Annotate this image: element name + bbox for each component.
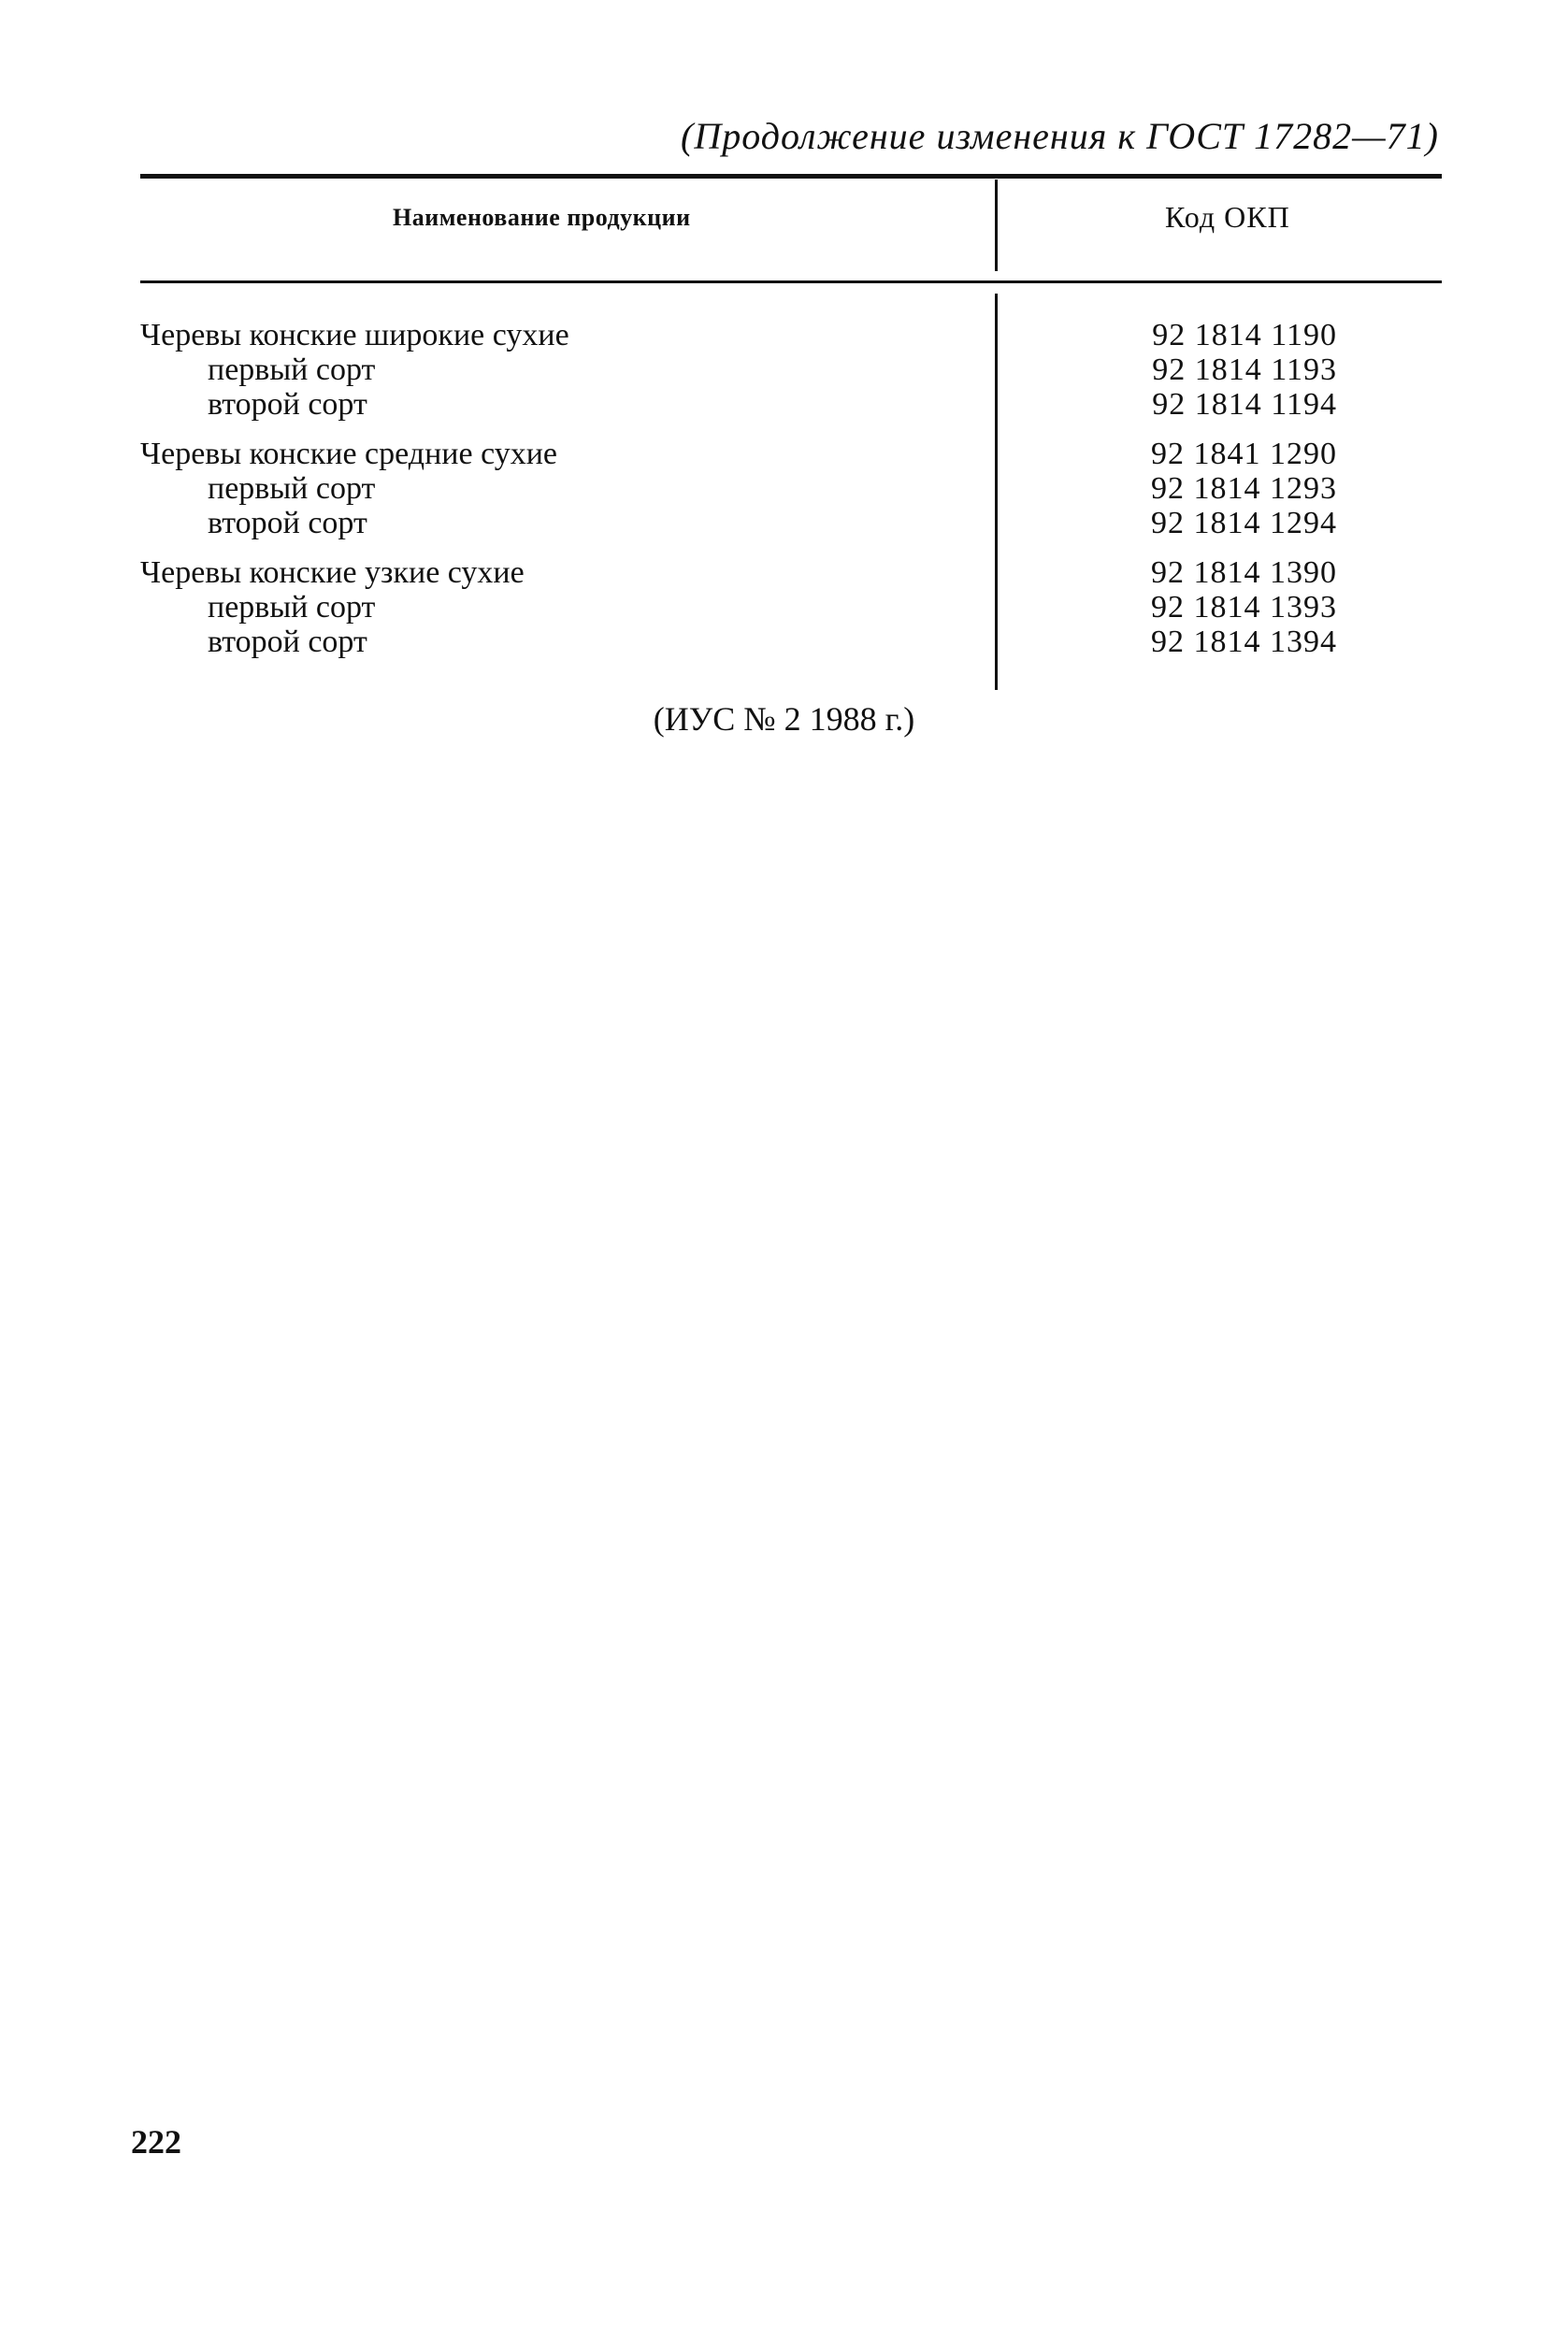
product-grade: второй сорт — [208, 625, 367, 659]
product-grade: второй сорт — [208, 387, 367, 422]
amendment-reference: (ИУС № 2 1988 г.) — [653, 700, 915, 738]
okp-code: 92 1814 1393 — [1151, 590, 1337, 625]
product-group — [140, 437, 1442, 540]
table-row — [140, 471, 1442, 506]
table-row — [140, 590, 1442, 625]
table-row — [140, 506, 1442, 540]
okp-code: 92 1814 1294 — [1151, 506, 1337, 540]
product-code-table — [140, 174, 1442, 690]
okp-code: 92 1814 1193 — [1152, 352, 1337, 387]
product-grade: первый сорт — [208, 590, 376, 625]
table-body — [140, 318, 1442, 674]
table-row — [140, 437, 1442, 471]
product-name: Черевы конские широкие сухие — [140, 318, 569, 352]
product-group — [140, 555, 1442, 659]
okp-code: 92 1814 1194 — [1152, 387, 1337, 422]
product-group — [140, 318, 1442, 422]
table-header-rule — [140, 280, 1442, 283]
product-grade: первый сорт — [208, 471, 376, 506]
okp-code: 92 1814 1190 — [1152, 318, 1337, 352]
product-grade: первый сорт — [208, 352, 376, 387]
table-row — [140, 352, 1442, 387]
column-header-product-name: Наименование продукции — [393, 204, 691, 231]
header-column-divider — [995, 180, 998, 271]
column-header-okp-code: Код ОКП — [1165, 200, 1290, 234]
table-top-rule — [140, 174, 1442, 179]
product-grade: второй сорт — [208, 506, 367, 540]
product-name: Черевы конские средние сухие — [140, 437, 558, 471]
table-row — [140, 318, 1442, 352]
table-row — [140, 625, 1442, 659]
product-name: Черевы конские узкие сухие — [140, 555, 525, 590]
page-number: 222 — [131, 2123, 181, 2161]
okp-code: 92 1814 1390 — [1151, 555, 1337, 590]
okp-code: 92 1814 1293 — [1151, 471, 1337, 506]
table-row — [140, 387, 1442, 422]
okp-code: 92 1814 1394 — [1151, 625, 1337, 659]
page-header: (Продолжение изменения к ГОСТ 17282—71) — [681, 115, 1439, 157]
okp-code: 92 1841 1290 — [1151, 437, 1337, 471]
table-row — [140, 555, 1442, 590]
